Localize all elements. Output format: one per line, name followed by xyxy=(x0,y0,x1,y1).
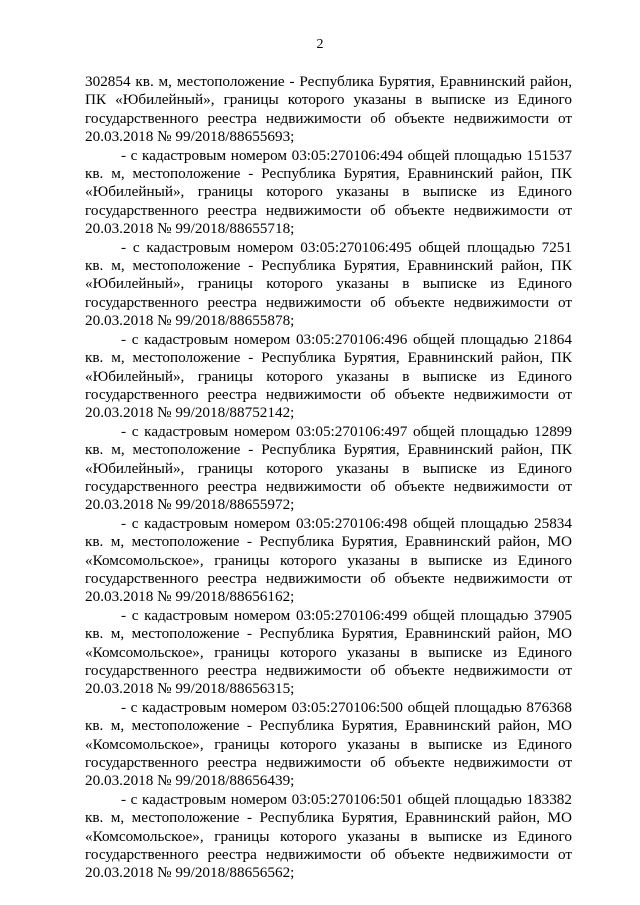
paragraph: - с кадастровым номером 03:05:270106:500 общей площадью 876368 кв. м, местоположение - Республика Бурятия, Еравнинский район, МО «Комсомольское», границы которого указаны в выписке из Единого государственного реестра недвижимости об объекте недвижимости от 20.03.2018 № 99/2018/88656439; xyxy=(85,698,572,790)
paragraph: - с кадастровым номером 03:05:270106:496 общей площадью 21864 кв. м, местоположение - Республика Бурятия, Еравнинский район, ПК «Юбилейный», границы которого указаны в выписке из Единого государственного реестра недвижимости об объекте недвижимости от 20.03.2018 № 99/2018/88752142; xyxy=(85,330,572,422)
paragraph: - с кадастровым номером 03:05:270106:494 общей площадью 151537 кв. м, местоположение - Республика Бурятия, Еравнинский район, ПК «Юбилейный», границы которого указаны в выписке из Единого государственного реестра недвижимости об объекте недвижимости от 20.03.2018 № 99/2018/88655718; xyxy=(85,146,572,238)
paragraph: - с кадастровым номером 03:05:270106:501 общей площадью 183382 кв. м, местоположение - Республика Бурятия, Еравнинский район, МО «Комсомольское», границы которого указаны в выписке из Единого государственного реестра недвижимости об объекте недвижимости от 20.03.2018 № 99/2018/88656562; xyxy=(85,790,572,882)
paragraph: - с кадастровым номером 03:05:270106:499 общей площадью 37905 кв. м, местоположение - Республика Бурятия, Еравнинский район, МО «Комсомольское», границы которого указаны в выписке из Единого государственного реестра недвижимости об объекте недвижимости от 20.03.2018 № 99/2018/88656315; xyxy=(85,606,572,698)
paragraph: - с кадастровым номером 03:05:270106:498 общей площадью 25834 кв. м, местоположение - Республика Бурятия, Еравнинский район, МО «Комсомольское», границы которого указаны в выписке из Единого государственного реестра недвижимости об объекте недвижимости от 20.03.2018 № 99/2018/88656162; xyxy=(85,514,572,606)
paragraph: - с кадастровым номером 03:05:270106:497 общей площадью 12899 кв. м, местоположение - Республика Бурятия, Еравнинский район, ПК «Юбилейный», границы которого указаны в выписке из Единого государственного реестра недвижимости об объекте недвижимости от 20.03.2018 № 99/2018/88655972; xyxy=(85,422,572,514)
page-number: 2 xyxy=(316,37,324,52)
paragraph: 302854 кв. м, местоположение - Республика Бурятия, Еравнинский район, ПК «Юбилейный», границы которого указаны в выписке из Единого государственного реестра недвижимости об объекте недвижимости от 20.03.2018 № 99/2018/88655693; xyxy=(85,73,572,146)
document-body xyxy=(85,73,572,883)
paragraph: - с кадастровым номером 03:05:270106:495 общей площадью 7251 кв. м, местоположение - Республика Бурятия, Еравнинский район, ПК «Юбилейный», границы которого указаны в выписке из Единого государственного реестра недвижимости об объекте недвижимости от 20.03.2018 № 99/2018/88655878; xyxy=(85,238,572,330)
